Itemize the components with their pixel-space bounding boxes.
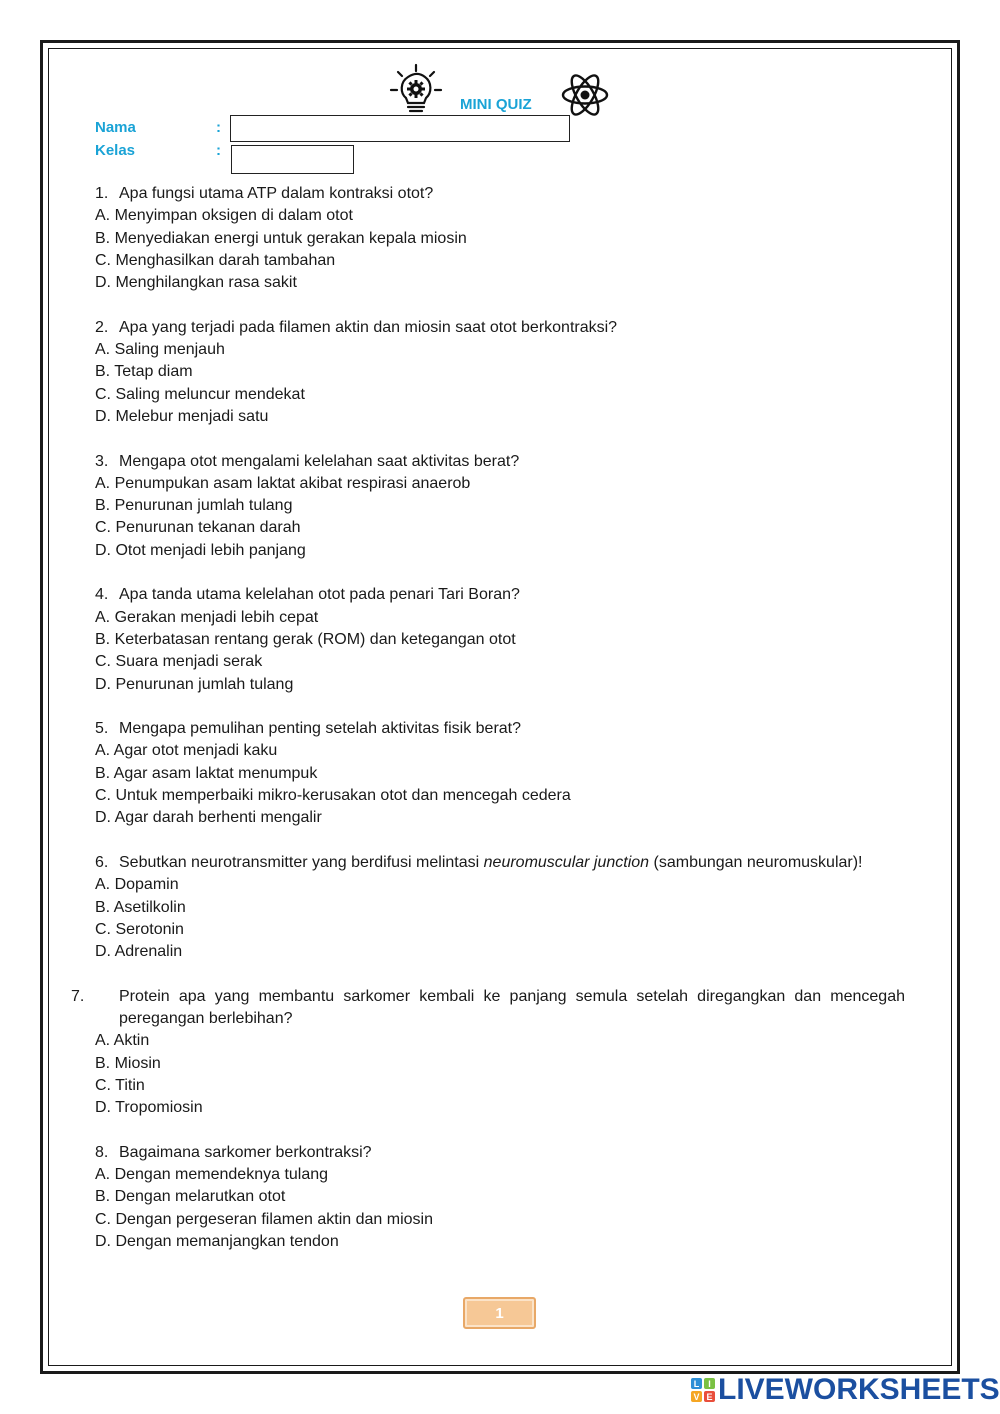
question-7 <box>71 986 905 1120</box>
lightbulb-gear-icon <box>388 62 444 118</box>
option-b[interactable]: B. Tetap diam <box>95 363 193 381</box>
quiz-title: MINI QUIZ <box>460 96 532 113</box>
question-text: Apa fungsi utama ATP dalam kontraksi otot? <box>119 185 434 202</box>
option-a[interactable]: A. Menyimpan oksigen di dalam otot <box>95 207 353 225</box>
option-a[interactable]: A. Penumpukan asam laktat akibat respirasi anaerob <box>95 474 471 492</box>
question-3 <box>95 451 905 562</box>
question-number: 4. <box>95 586 109 604</box>
question-text: Apa tanda utama kelelahan otot pada penari Tari Boran? <box>119 586 520 604</box>
name-label: Nama <box>95 119 136 136</box>
class-colon: : <box>216 142 221 159</box>
question-number: 5. <box>95 720 109 738</box>
class-input[interactable] <box>231 145 354 174</box>
option-d[interactable]: D. Dengan memanjangkan tendon <box>95 1232 339 1250</box>
question-number: 1. <box>95 185 109 202</box>
option-c[interactable]: C. Serotonin <box>95 920 184 938</box>
question-5 <box>95 718 905 829</box>
svg-text:I: I <box>708 1379 711 1389</box>
option-b[interactable]: B. Miosin <box>95 1054 161 1072</box>
svg-text:E: E <box>706 1392 713 1402</box>
question-text: Bagaimana sarkomer berkontraksi? <box>119 1143 372 1161</box>
option-b[interactable]: B. Dengan melarutkan otot <box>95 1188 286 1206</box>
page-number-badge: 1 <box>463 1297 536 1329</box>
option-d[interactable]: D. Menghilangkan rasa sakit <box>95 274 297 292</box>
option-c[interactable]: C. Titin <box>95 1076 145 1094</box>
option-c[interactable]: C. Untuk memperbaiki mikro-kerusakan otot dan mencegah cedera <box>95 787 571 805</box>
question-text-italic: neuromuscular junction <box>483 853 650 871</box>
question-number: 8. <box>95 1143 109 1161</box>
option-d[interactable]: D. Adrenalin <box>95 943 183 961</box>
option-c[interactable]: C. Saling meluncur mendekat <box>95 385 305 403</box>
name-input[interactable] <box>230 115 570 142</box>
option-a[interactable]: A. Aktin <box>95 1032 150 1050</box>
atom-icon <box>560 70 610 120</box>
question-1 <box>95 183 905 294</box>
svg-text:V: V <box>693 1392 700 1402</box>
option-d[interactable]: D. Penurunan jumlah tulang <box>95 675 294 693</box>
question-text-before: Sebutkan neurotransmitter yang berdifusi melintasi <box>119 853 484 871</box>
liveworksheets-logo <box>690 1373 1000 1407</box>
question-2 <box>95 317 905 428</box>
question-text: Apa yang terjadi pada filamen aktin dan miosin saat otot berkontraksi? <box>119 318 618 336</box>
option-d[interactable]: D. Melebur menjadi satu <box>95 407 269 425</box>
question-6 <box>95 852 905 963</box>
option-b[interactable]: B. Keterbatasan rentang gerak (ROM) dan ketegangan otot <box>95 630 516 648</box>
question-list <box>71 183 905 1276</box>
option-c[interactable]: C. Penurunan tekanan darah <box>95 519 301 537</box>
question-number: 2. <box>95 318 109 336</box>
option-b[interactable]: B. Penurunan jumlah tulang <box>95 497 293 515</box>
question-text: Protein apa yang membantu sarkomer kembali ke panjang semula setelah diregangkan dan mencegah peregangan berlebihan? <box>119 987 905 1027</box>
question-number: 7. <box>71 987 85 1005</box>
option-c[interactable]: C. Menghasilkan darah tambahan <box>95 251 336 269</box>
question-text: Mengapa otot mengalami kelelahan saat aktivitas berat? <box>119 452 520 470</box>
question-number: 6. <box>95 853 109 871</box>
option-b[interactable]: B. Asetilkolin <box>95 898 186 916</box>
option-b[interactable]: B. Agar asam laktat menumpuk <box>95 764 318 782</box>
option-a[interactable]: A. Gerakan menjadi lebih cepat <box>95 608 319 626</box>
brand-name: LIVEWORKSHEETS <box>718 1373 1000 1406</box>
option-c[interactable]: C. Suara menjadi serak <box>95 653 263 671</box>
option-d[interactable]: D. Otot menjadi lebih panjang <box>95 541 306 559</box>
option-a[interactable]: A. Dengan memendeknya tulang <box>95 1166 329 1184</box>
class-label: Kelas <box>95 142 136 159</box>
option-d[interactable]: D. Agar darah berhenti mengalir <box>95 809 322 827</box>
option-d[interactable]: D. Tropomiosin <box>95 1099 203 1117</box>
option-a[interactable]: A. Dopamin <box>95 876 179 894</box>
liveworksheets-blocks-icon <box>690 1377 716 1403</box>
question-number: 3. <box>95 452 109 470</box>
name-colon: : <box>216 119 221 136</box>
option-a[interactable]: A. Saling menjauh <box>95 341 225 359</box>
option-a[interactable]: A. Agar otot menjadi kaku <box>95 742 278 760</box>
option-c[interactable]: C. Dengan pergeseran filamen aktin dan miosin <box>95 1210 433 1228</box>
svg-text:L: L <box>693 1379 700 1389</box>
question-text-after: (sambungan neuromuskular)! <box>649 853 863 871</box>
question-text: Mengapa pemulihan penting setelah aktivitas fisik berat? <box>119 720 522 738</box>
option-b[interactable]: B. Menyediakan energi untuk gerakan kepala miosin <box>95 229 467 247</box>
question-4 <box>95 584 905 695</box>
question-8 <box>95 1142 905 1253</box>
